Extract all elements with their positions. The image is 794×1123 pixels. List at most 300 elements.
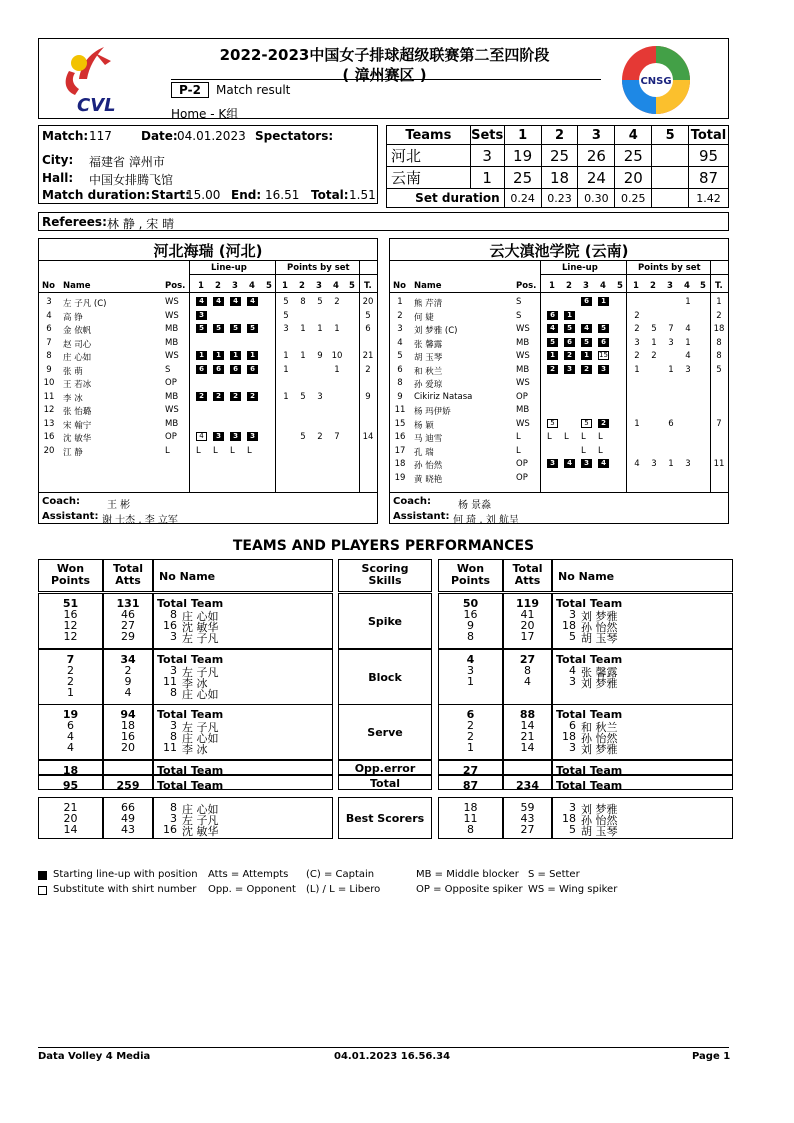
player-position: WS [516,378,530,388]
player-or-team: 左 子凡 [182,721,219,734]
lineup-cell [196,446,201,456]
score-cell: 1 [470,167,504,189]
libero-mark: L [230,445,235,456]
coach-name: 杨 景淼 [458,500,492,511]
won-points: 4 [67,741,74,754]
total-atts: 43 [121,823,135,836]
skill-name: Spike [367,615,403,628]
lineup-cell [598,338,609,348]
set-points: 8 [300,297,306,307]
player-shirt-number: 5 [569,630,576,643]
starting-position-badge: 3 [213,432,224,441]
set-duration [652,189,689,208]
player-name: 何 婕 [414,312,434,323]
set-points: 1 [283,364,289,375]
player-number: 4 [397,337,403,348]
starting-position-badge: 1 [564,311,575,320]
lineup-cell [547,338,558,348]
player-position: WS [165,405,179,415]
spectators-label: Spectators: [255,129,334,143]
player-number: 13 [43,418,55,429]
score-cell: 26 [578,145,615,167]
starting-lineup-square-icon [38,871,47,880]
player-number: 6 [397,364,403,375]
lineup-cell [564,324,575,334]
set-points: 1 [283,391,289,402]
player-shirt-number: 16 [163,823,177,836]
score-cell: 24 [578,167,615,189]
player-shirt-number: 8 [170,801,177,814]
player-number: 9 [46,364,52,375]
set-points: 10 [331,351,343,361]
starting-position-badge: 2 [196,392,207,401]
lineup-cell [581,419,592,429]
player-shirt-number: 3 [569,801,576,814]
player-position: OP [516,459,528,469]
competition-title: 2022-2023中国女子排球超级联赛第二至四阶段 [219,46,550,64]
player-position: S [516,297,522,307]
score-header: Teams [387,126,471,145]
set-points: 5 [317,297,323,307]
player-name: 熊 芹清 [414,299,443,309]
total-atts-header: Total Atts [112,562,144,587]
player-number: 7 [46,337,52,348]
player-name: 孙 爱琼 [414,380,443,390]
player-name: 孙 怡然 [414,461,443,471]
lineup-cell [564,338,575,348]
total-header: T. [364,281,372,291]
starting-position-badge: 2 [230,392,241,401]
player-or-team: Total Team [157,779,224,792]
set-points: 9 [317,351,323,361]
starting-position-badge: 5 [581,338,592,347]
won-points: 12 [63,630,78,643]
player-shirt-number: 3 [170,630,177,643]
score-header: 5 [652,126,689,145]
won-points: 16 [63,608,78,621]
player-or-team: Total Team [157,708,224,721]
set-header: 4 [333,281,339,291]
lineup-cell [247,297,258,307]
won-points: 8 [467,630,474,643]
won-points: 21 [63,801,78,814]
set-header: 2 [566,281,572,291]
player-name: 胡 玉琴 [414,353,443,363]
set-header: 1 [633,281,639,291]
lineup-cell [547,311,558,321]
won-points: 2 [467,730,474,743]
starting-position-badge: 4 [598,459,609,468]
set-points: 3 [685,459,691,469]
lineup-cell [230,446,235,456]
starting-position-badge: 4 [196,297,207,306]
starting-position-badge: 3 [547,459,558,468]
lineup-cell [230,297,241,307]
player-shirt-number: 3 [170,664,177,677]
player-total: 5 [716,364,722,375]
name-header: Name [414,281,442,291]
legend-item: Atts = Attempts [208,869,289,880]
libero-mark: L [581,445,586,456]
libero-mark: L [598,432,603,442]
won-points: 2 [467,719,474,732]
starting-position-badge: 6 [547,311,558,320]
match-label: Match: [42,129,89,143]
total-atts: 66 [121,801,135,814]
libero-mark: L [547,432,552,442]
assistant-label: Assistant: [42,511,99,522]
lineup-cell [196,351,207,361]
score-header: 4 [615,126,652,145]
total-atts: 20 [520,619,535,632]
player-position: L [516,445,521,456]
pos-header: Pos. [516,281,537,291]
set-points: 2 [651,351,657,361]
lineup-cell [230,365,241,375]
starting-position-badge: 4 [230,297,241,306]
starting-position-badge: 4 [247,297,258,306]
won-points: 2 [67,664,74,677]
player-position: L [516,432,521,442]
legend-item: WS = Wing spiker [528,884,618,895]
set-duration: 0.25 [615,189,652,208]
referees-names: 林 静 , 宋 晴 [107,217,175,231]
set-points: 5 [283,297,289,307]
player-number: 15 [394,418,406,429]
total-atts: 43 [520,812,535,825]
total-atts: 18 [121,719,135,732]
no-header: No [393,281,406,291]
city: 福建省 漳州市 [89,155,165,169]
player-name: 和 秋兰 [414,366,443,377]
player-position: MB [516,405,530,415]
total-atts: 34 [120,653,136,666]
total-atts: 21 [520,730,535,743]
lineup-cell [247,446,252,456]
won-points: 1 [67,686,74,699]
set-duration: 0.24 [504,189,541,208]
lineup-cell [547,351,558,361]
player-shirt-number: 5 [569,823,576,836]
player-or-team: 李 冰 [182,743,208,756]
player-position: MB [165,418,179,429]
won-points: 6 [466,708,475,721]
total-atts: 88 [519,708,536,721]
player-total: 2 [716,310,722,321]
lineup-cell [230,351,241,361]
set-header: 5 [617,281,623,291]
footer-timestamp: 04.01.2023 16.56.34 [334,1051,451,1062]
starting-position-badge: 1 [598,297,609,306]
lineup-cell [581,338,592,348]
total-atts: 119 [516,597,539,610]
starting-position-badge: 2 [213,392,224,401]
won-points: 7 [66,653,75,666]
starting-position-badge: 5 [196,324,207,333]
lineup-cell [564,311,575,321]
starting-position-badge: 5 [547,338,558,347]
player-name: 高 铮 [63,312,83,323]
libero-mark: L [196,445,201,456]
substitute-badge: 5 [581,419,592,428]
score-cell: 3 [470,145,504,167]
player-position: WS [516,351,530,361]
total-atts: 20 [121,741,135,754]
won-points: 27 [462,764,479,777]
player-position: OP [516,391,528,402]
skill-name: Best Scorers [345,812,425,825]
city-label: City: [42,153,74,167]
score-cell [652,145,689,167]
total-header: T. [715,281,723,291]
set-points: 3 [668,337,674,348]
starting-position-badge: 3 [196,311,207,320]
player-name: 张 怡璐 [63,407,92,417]
total-atts: 234 [516,779,539,792]
player-number: 11 [43,391,55,402]
lineup-header: Line-up [562,263,598,273]
coach-name: 王 彬 [107,500,131,511]
set-points: 5 [300,391,306,402]
won-points-header: Won Points [50,562,91,587]
lineup-cell [598,446,603,456]
player-name: 沈 敏华 [63,434,92,444]
total-atts: 46 [121,608,135,621]
player-name: Cikiriz Natasa [414,391,473,402]
player-shirt-number: 6 [569,719,576,732]
legend-item: S = Setter [528,869,580,880]
lineup-cell [581,459,592,469]
player-or-team: Total Team [556,779,623,792]
won-points: 14 [63,823,78,836]
set-header: 5 [266,281,272,291]
lineup-cell [196,324,207,334]
report-header [38,38,729,119]
player-or-team: 张 馨露 [581,666,618,679]
team-name: 云大滇池学院 (云南) [489,242,629,260]
won-points: 95 [62,779,79,792]
hall: 中国女排腾飞馆 [89,173,174,187]
player-total: 21 [362,351,374,361]
total-atts: 16 [121,730,135,743]
legend [38,869,733,901]
performance-tables [38,559,733,839]
lineup-cell [581,365,592,375]
no-header: No [42,281,55,291]
player-number: 3 [397,324,403,334]
player-number: 16 [394,432,406,442]
lineup-cell [213,324,224,334]
starting-position-badge: 1 [247,351,258,360]
libero-mark: L [581,432,586,442]
player-shirt-number: 4 [569,664,576,677]
lineup-cell [247,392,258,402]
set-points: 1 [634,364,640,375]
total-time: 1.51 [349,188,376,202]
score-cell: 25 [615,145,652,167]
away-roster [389,238,729,524]
won-points: 3 [467,664,474,677]
player-number: 11 [394,405,406,415]
lineup-cell [547,365,558,375]
lineup-cell [581,432,586,442]
starting-position-badge: 5 [230,324,241,333]
lineup-cell [598,351,609,361]
lineup-cell [230,392,241,402]
points-header: Points by set [287,263,350,273]
player-or-team: 孙 怡然 [581,621,618,634]
team-name: 云南 [387,167,471,189]
score-cell: 18 [541,167,578,189]
lineup-cell [196,297,207,307]
legend-item: (L) / L = Libero [306,884,381,895]
won-points: 11 [463,812,478,825]
starting-position-badge: 6 [598,338,609,347]
won-points: 1 [467,741,474,754]
set-header: 2 [650,281,656,291]
set-points: 1 [283,351,289,361]
lineup-cell [581,297,592,307]
player-name: 赵 司心 [63,339,92,350]
lineup-cell [247,432,258,442]
match-number: 117 [89,129,112,143]
total-atts: 27 [520,823,535,836]
player-name: 张 萌 [63,366,83,377]
player-position: WS [165,351,179,361]
player-or-team: 沈 敏华 [182,621,219,634]
score-header: 3 [578,126,615,145]
player-position: S [516,310,522,321]
starting-position-badge: 6 [213,365,224,374]
player-total: 18 [713,324,725,334]
performance-title: TEAMS AND PLAYERS PERFORMANCES [232,538,535,554]
player-position: OP [516,472,528,483]
player-total: 8 [716,351,722,361]
set-header: 3 [316,281,322,291]
player-or-team: 胡 玉琴 [581,632,618,645]
lineup-cell [581,351,592,361]
player-or-team: 胡 玉琴 [581,825,618,838]
player-position: OP [165,432,177,442]
player-number: 1 [397,297,403,307]
starting-position-badge: 6 [564,338,575,347]
no-name-header: No Name [159,570,216,583]
lineup-cell [196,365,207,375]
lineup-cell [547,459,558,469]
set-points: 2 [634,324,640,334]
player-shirt-number: 18 [562,812,576,825]
set-header: 1 [282,281,288,291]
score-cell: 87 [688,167,728,189]
lineup-cell [598,297,609,307]
lineup-cell [598,459,609,469]
set-header: 4 [249,281,255,291]
player-total: 1 [716,297,722,307]
coach-label: Coach: [393,496,432,507]
footer-page: Page 1 [692,1051,731,1062]
starting-position-badge: 1 [547,351,558,360]
total-atts: 4 [124,686,132,699]
player-shirt-number: 3 [569,675,576,688]
player-shirt-number: 3 [569,608,576,621]
starting-position-badge: 5 [598,324,609,333]
player-total: 8 [716,337,722,348]
player-name: 王 若冰 [63,380,92,390]
lineup-cell [213,365,224,375]
player-position: MB [165,391,179,402]
starting-position-badge: 6 [196,365,207,374]
no-name-header: No Name [558,570,615,583]
won-points: 19 [62,708,79,721]
total-atts: 49 [121,812,135,825]
score-cell: 20 [615,167,652,189]
player-or-team: 孙 怡然 [581,814,618,827]
starting-position-badge: 1 [230,351,241,360]
substitute-square-icon [38,886,47,895]
score-cell [652,167,689,189]
lineup-cell [547,419,558,429]
starting-position-badge: 3 [247,432,258,441]
won-points: 18 [62,764,79,777]
player-shirt-number: 8 [170,686,177,699]
player-position: S [165,364,171,375]
player-position: MB [165,324,179,334]
set-points: 1 [300,324,306,334]
player-name: 黄 晓艳 [414,474,443,485]
report-name: Match result [216,83,291,97]
score-header: 2 [541,126,578,145]
svg-text:CVL: CVL [77,95,116,115]
skill-name: Block [368,671,402,684]
starting-position-badge: 1 [196,351,207,360]
set-points: 3 [685,364,691,375]
player-position: WS [165,297,179,307]
footer-left: Data Volley 4 Media [38,1051,151,1062]
player-or-team: 刘 梦雅 [581,610,618,623]
libero-mark: L [564,432,569,442]
svg-text:CNSG: CNSG [640,76,672,87]
date-label: Date: [141,129,178,143]
starting-position-badge: 6 [581,297,592,306]
starting-position-badge: 2 [247,392,258,401]
legend-item: Starting line-up with position [53,869,198,880]
total-atts: 94 [120,708,136,721]
lineup-cell [247,324,258,334]
player-position: L [165,445,170,456]
set-header: 2 [299,281,305,291]
end-time: 16.51 [265,188,300,202]
set-header: 3 [232,281,238,291]
starting-position-badge: 5 [247,324,258,333]
lineup-cell [196,311,207,321]
player-shirt-number: 18 [562,730,576,743]
set-points: 2 [634,351,640,361]
set-points: 4 [685,351,691,361]
home-roster [38,238,378,524]
set-header: 1 [198,281,204,291]
lineup-header: Line-up [211,263,247,273]
player-number: 10 [43,378,55,388]
set-header: 4 [600,281,606,291]
won-points-header: Won Points [450,562,491,587]
player-name: 孔 瑞 [414,447,434,458]
end-label: End: [231,188,262,202]
total-atts: 17 [520,630,535,643]
hall-label: Hall: [42,171,74,185]
lineup-cell [598,432,603,442]
team-name: 河北 [387,145,471,167]
legend-item: (C) = Captain [306,869,375,880]
